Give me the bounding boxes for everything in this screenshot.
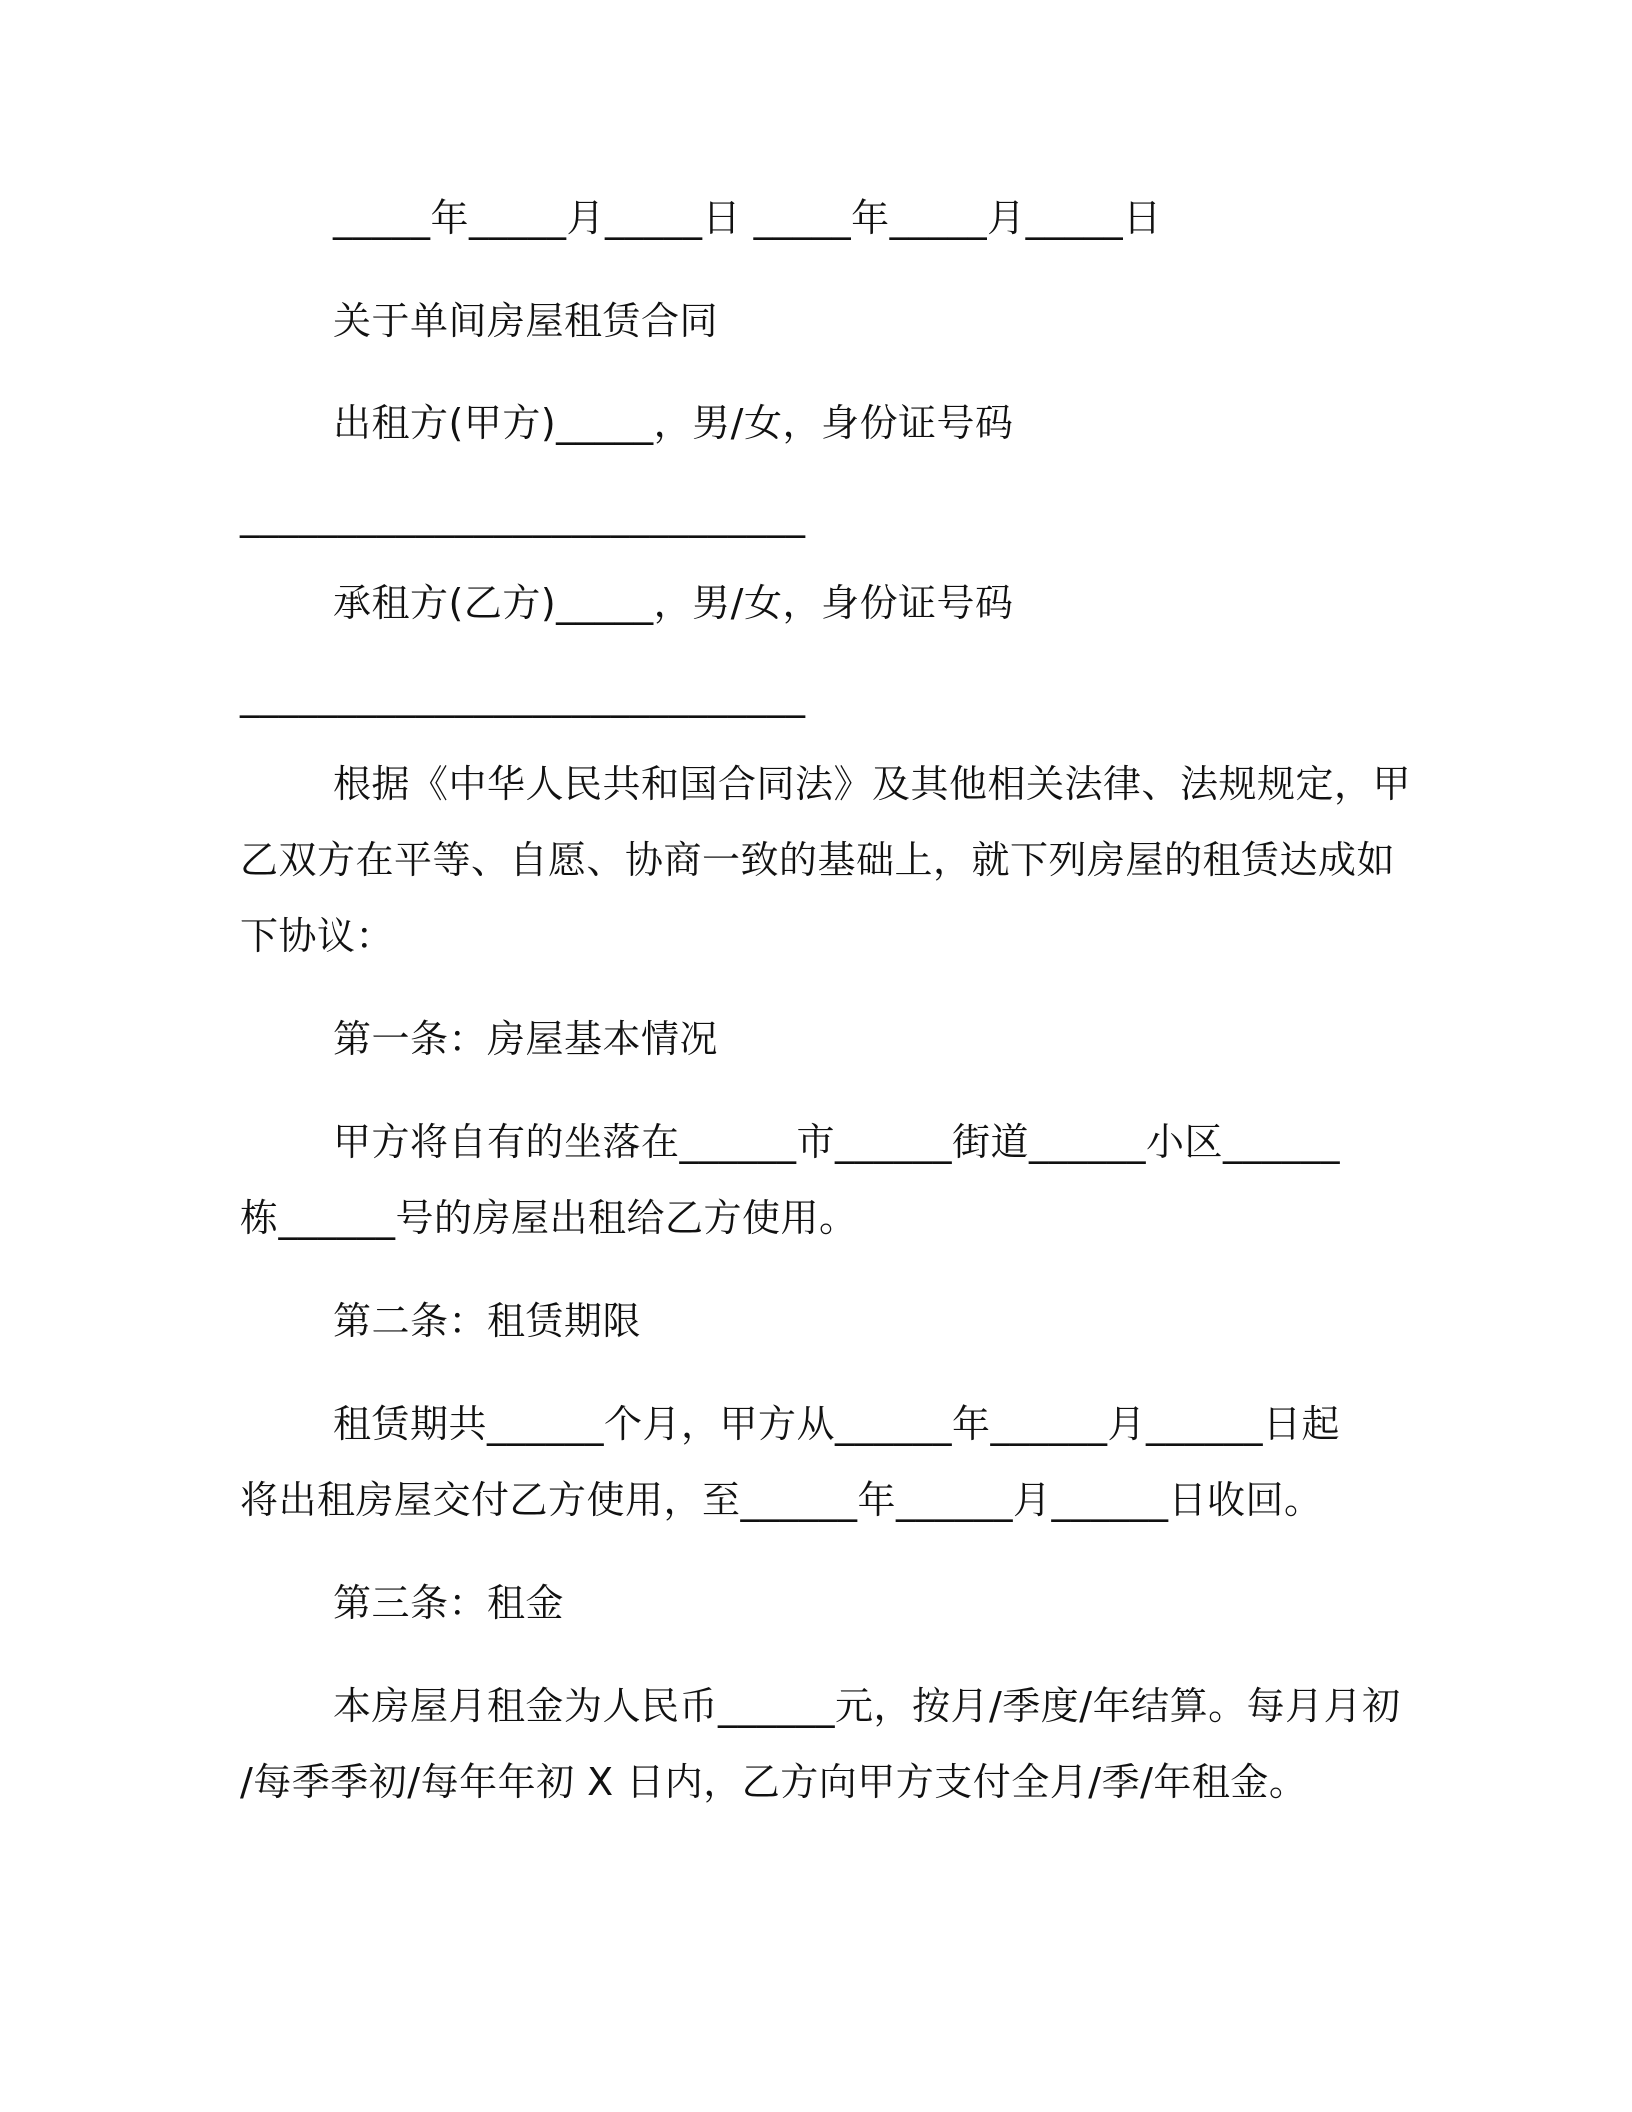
preamble-line-1: 根据《中华人民共和国合同法》及其他相关法律、法规规定，甲 — [333, 762, 1412, 806]
lessor-line: 出租方(甲方)_____，男/女，身份证号码 — [333, 401, 1014, 445]
article3-heading: 第三条：租金 — [333, 1581, 565, 1625]
article3-line-1: 本房屋月租金为人民币______元，按月/季度/年结算。每月月初 — [333, 1684, 1401, 1728]
article1-heading: 第一条：房屋基本情况 — [333, 1017, 719, 1061]
lessee-line: 承租方(乙方)_____，男/女，身份证号码 — [333, 581, 1014, 625]
article1-line-2: 栋______号的房屋出租给乙方使用。 — [240, 1196, 858, 1240]
article2-line-2: 将出租房屋交付乙方使用，至______年______月______日收回。 — [240, 1478, 1323, 1522]
document-title: 关于单间房屋租赁合同 — [333, 299, 719, 343]
article2-line-1: 租赁期共______个月，甲方从______年______月______日起 — [333, 1402, 1341, 1446]
article1-line-1: 甲方将自有的坐落在______市______街道______小区______ — [333, 1120, 1341, 1164]
date-line: _____年_____月_____日 _____年_____月_____日 — [333, 196, 1162, 240]
preamble-line-3: 下协议： — [240, 914, 395, 958]
article3-line-2: /每季季初/每年年初 X 日内，乙方向甲方支付全月/季/年租金。 — [240, 1760, 1308, 1804]
lessor-id-blank: _____________________________ — [240, 494, 806, 538]
article2-heading: 第二条：租赁期限 — [333, 1299, 642, 1343]
preamble-line-2: 乙双方在平等、自愿、协商一致的基础上，就下列房屋的租赁达成如 — [240, 838, 1396, 882]
lessee-id-blank: _____________________________ — [240, 674, 806, 718]
